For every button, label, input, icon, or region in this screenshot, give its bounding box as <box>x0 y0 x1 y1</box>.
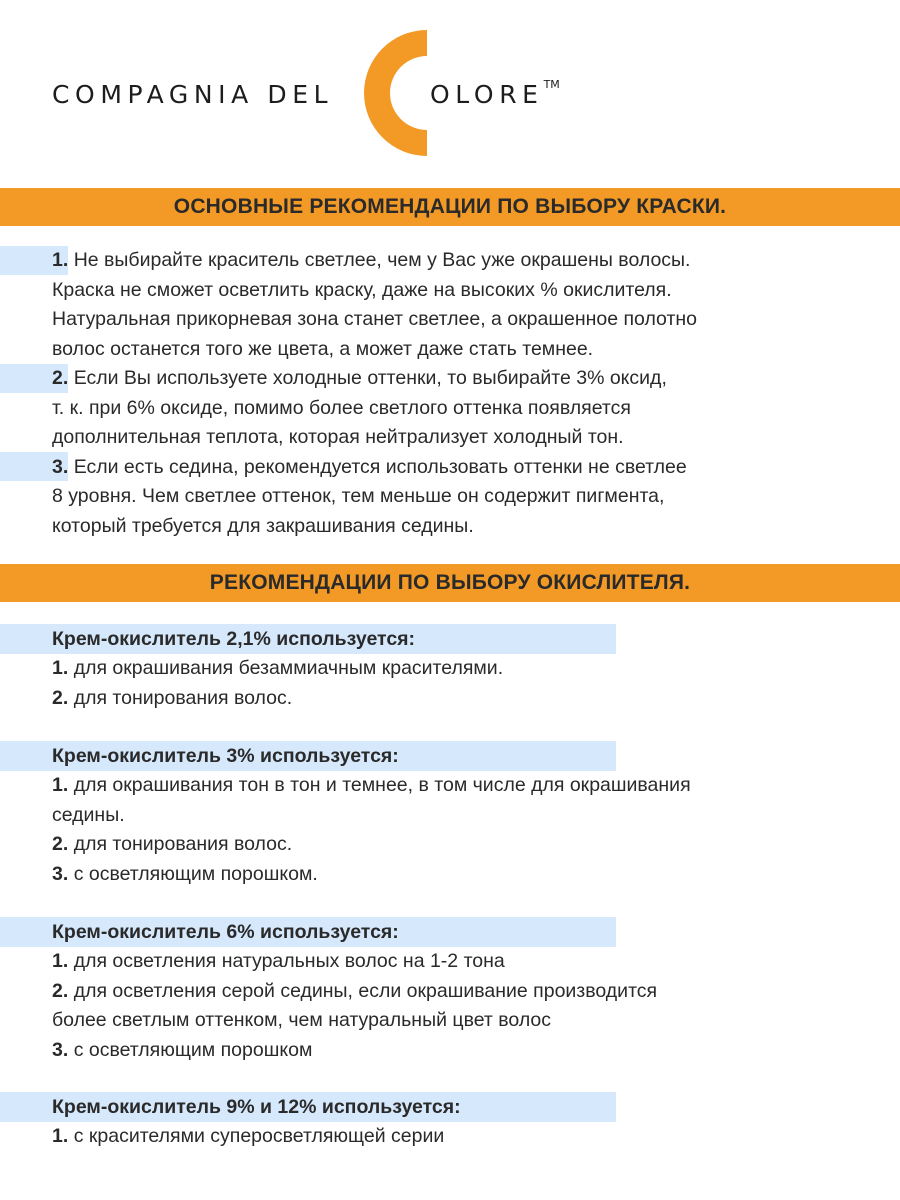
list-item-continuation: Краска не сможет осветлить краску, даже на высоких % окислителя. <box>52 278 672 301</box>
list-item: 1. Не выбирайте краситель светлее, чем у Вас уже окрашены волосы. <box>52 249 691 271</box>
list-item: 2. для тонирования волос. <box>52 833 293 855</box>
trademark-symbol: TM <box>543 78 560 91</box>
list-item: 3. с осветляющим порошком <box>52 1038 313 1061</box>
list-item: 3. Если есть седина, рекомендуется использовать оттенки не светлее <box>52 455 687 478</box>
list-item-continuation: седины. <box>52 803 125 826</box>
list-item: 2. Если Вы используете холодные оттенки, то выбирайте 3% оксид, <box>52 367 667 389</box>
list-item-continuation: дополнительная теплота, которая нейтрализует холодный тон. <box>52 426 624 448</box>
list-item-continuation: 8 уровня. Чем светлее оттенок, тем меньше он содержит пигмента, <box>52 485 665 507</box>
dye-recommendations <box>52 246 882 541</box>
list-item-continuation: Натуральная прикорневая зона станет светлее, а окрашенное полотно <box>52 308 698 330</box>
list-item: 1. для окрашивания тон в тон и темнее, в том числе для окрашивания <box>52 774 691 796</box>
oxidant-title: Крем-окислитель 9% и 12% используется: <box>52 1096 461 1118</box>
oxidant-title: Крем-окислитель 3% используется: <box>52 745 399 767</box>
list-item: 2. для тонирования волос. <box>52 686 293 709</box>
brand-logo <box>0 0 900 175</box>
section-title-dye: ОСНОВНЫЕ РЕКОМЕНДАЦИИ ПО ВЫБОРУ КРАСКИ. <box>0 188 900 226</box>
list-item: 3. с осветляющим порошком. <box>52 862 318 885</box>
list-item: 1. с красителями суперосветляющей серии <box>52 1125 445 1147</box>
list-item: 2. для осветления серой седины, если окрашивание производится <box>52 979 658 1002</box>
list-item-continuation: более светлым оттенком, чем натуральный цвет волос <box>52 1009 552 1031</box>
oxidant-title: Крем-окислитель 2,1% используется: <box>52 628 416 650</box>
logo-text-right: OLORE™ <box>430 78 560 109</box>
list-item: 1. для осветления натуральных волос на 1-2 тона <box>52 950 505 972</box>
list-item-continuation: т. к. при 6% оксиде, помимо более светлого оттенка появляется <box>52 396 631 419</box>
list-item-continuation: волос останется того же цвета, а может даже стать темнее. <box>52 337 594 360</box>
oxidant-title: Крем-окислитель 6% используется: <box>52 921 399 943</box>
logo-text-left: COMPAGNIA DEL <box>52 80 334 109</box>
list-item: 1. для окрашивания безаммиачным красителями. <box>52 657 504 679</box>
section-title-oxidant: РЕКОМЕНДАЦИИ ПО ВЫБОРУ ОКИСЛИТЕЛЯ. <box>0 564 900 602</box>
list-item-continuation: который требуется для закрашивания седины. <box>52 514 474 537</box>
